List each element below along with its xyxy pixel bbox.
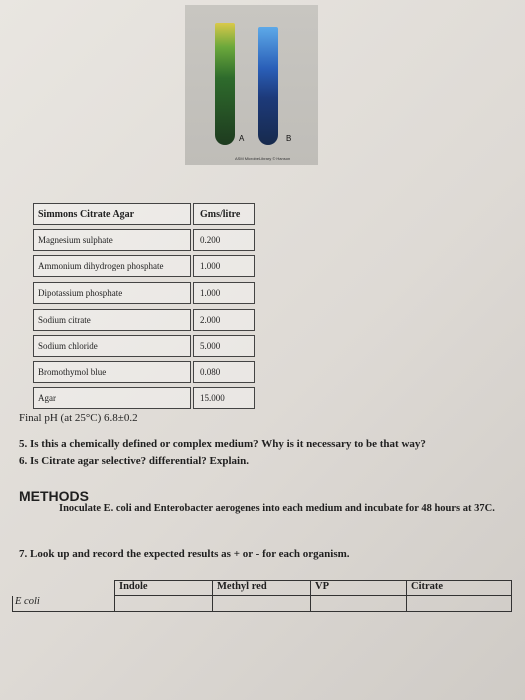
citrate-tubes-photo bbox=[185, 5, 318, 165]
ingredient-name: Dipotassium phosphate bbox=[33, 282, 191, 304]
photo-credit: ASM MicrobeLibrary © Hanson bbox=[235, 156, 291, 161]
question-6: 6. Is Citrate agar selective? differential? Explain. bbox=[19, 455, 249, 467]
table-row bbox=[33, 335, 255, 357]
results-table bbox=[12, 580, 512, 612]
results-header-row bbox=[114, 580, 512, 596]
ingredient-value: 2.000 bbox=[193, 309, 255, 331]
table-row bbox=[33, 229, 255, 251]
result-cell[interactable] bbox=[212, 596, 310, 612]
tube-b bbox=[258, 27, 278, 145]
ingredient-value: 0.080 bbox=[193, 361, 255, 383]
table-row bbox=[12, 596, 512, 612]
ingredient-name: Sodium chloride bbox=[33, 335, 191, 357]
result-cell[interactable] bbox=[310, 596, 406, 612]
question-5: 5. Is this a chemically defined or complex medium? Why is it necessary to be that way? bbox=[19, 438, 426, 450]
agar-table-header bbox=[33, 203, 255, 225]
ingredient-value: 5.000 bbox=[193, 335, 255, 357]
ingredient-value: 0.200 bbox=[193, 229, 255, 251]
ingredient-name: Sodium citrate bbox=[33, 309, 191, 331]
agar-header-value: Gms/litre bbox=[193, 203, 255, 225]
organism-name: E coli bbox=[12, 596, 114, 612]
table-row bbox=[33, 387, 255, 409]
ingredient-value: 1.000 bbox=[193, 255, 255, 277]
ingredient-name: Bromothymol blue bbox=[33, 361, 191, 383]
column-header-vp: VP bbox=[310, 580, 406, 596]
methods-text: Inoculate E. coli and Enterobacter aerogenes into each medium and incubate for 48 hours at 37C. bbox=[59, 503, 495, 514]
column-header-methyl-red: Methyl red bbox=[212, 580, 310, 596]
final-ph: Final pH (at 25°C) 6.8±0.2 bbox=[19, 412, 138, 424]
result-cell[interactable] bbox=[114, 596, 212, 612]
ingredient-name: Agar bbox=[33, 387, 191, 409]
agar-header-name: Simmons Citrate Agar bbox=[33, 203, 191, 225]
methods-heading: METHODS bbox=[19, 488, 89, 504]
table-row bbox=[33, 282, 255, 304]
agar-composition-table bbox=[33, 203, 255, 409]
column-header-citrate: Citrate bbox=[406, 580, 512, 596]
tube-a bbox=[215, 23, 235, 145]
tube-a-label: A bbox=[239, 134, 245, 143]
ingredient-name: Ammonium dihydrogen phosphate bbox=[33, 255, 191, 277]
ingredient-name: Magnesium sulphate bbox=[33, 229, 191, 251]
ingredient-value: 1.000 bbox=[193, 282, 255, 304]
tube-b-label: B bbox=[286, 134, 292, 143]
question-7: 7. Look up and record the expected results as + or - for each organism. bbox=[19, 548, 350, 560]
table-row bbox=[33, 361, 255, 383]
column-header-indole: Indole bbox=[114, 580, 212, 596]
ingredient-value: 15.000 bbox=[193, 387, 255, 409]
result-cell[interactable] bbox=[406, 596, 512, 612]
table-row bbox=[33, 309, 255, 331]
table-row bbox=[33, 255, 255, 277]
